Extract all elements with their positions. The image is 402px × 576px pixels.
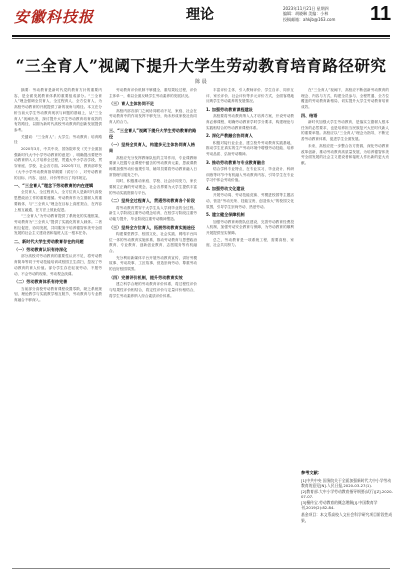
paragraph: 高校要将劳动教育纳入人才培养方案，开设劳动教育必修课程，明确劳动教育学时学分要求，构建理论与实践相结合的劳动教育课程体系。 — [206, 114, 294, 130]
article-column-2 — [109, 88, 197, 300]
footer-rule — [12, 568, 390, 569]
paragraph: 同时，积极推动家庭、学校、社会协同发力，家长要树立正确的劳动观念，社会各界要为大学生提供丰富的劳动实践资源与平台。 — [109, 179, 197, 195]
paragraph: 开展劳动周、劳动技能竞赛、劳模进校园等主题活动，营造“劳动光荣、技能宝贵、创造伟大”的校园文化氛围，引导学生崇尚劳动、热爱劳动。 — [206, 193, 294, 209]
paragraph: 建立科学合理的劳动教育评价体系，将过程性评价与结果性评价相结合，将定性评价与定量评价相结合，将学生劳动素养纳入综合素质评价体系。 — [109, 282, 197, 298]
paragraph: 丰富评价主体，引入教师评价、学生自评、同伴互评、家长评价、社会评价等多元评价方式，全面客观地反映学生劳动素养的发展情况。 — [206, 88, 294, 104]
paragraph: 总之，劳动教育是一项系统工程，需要高校、家庭、社会共同努力。 — [206, 237, 294, 248]
reference-list — [301, 478, 393, 510]
paragraph: 2020年3月，中共中央、国务院印发《关于全面加强新时代大中小学劳动教育的意见》，明确提出要把劳动教育纳入人才培养全过程，贯通大中小学各学段，贯穿家庭、学校、社会各方面。2020年7月，教育部印发《大中小学劳动教育指导纲要（试行）》，对劳动教育的目标、内容、途径、评价等作出了具体规定。 — [14, 147, 102, 180]
reference-item: [2]教育部.大中小学劳动教育指导纲要(试行)[Z].2020-07-07. — [301, 488, 393, 500]
paragraph: 结合学科专业特点，在专业实习、毕业设计、科研训练等环节中有机融入劳动教育内容，引导学生在专业学习中体会劳动价值。 — [206, 166, 294, 183]
reference-item: [3]檀传宝.劳动教育的概念理解[J].中国教育学刊,2019(2):82-84. — [301, 499, 378, 511]
fund-note: 基金项目：本文系高校人文社会科学研究项目阶段性成果。 — [301, 512, 393, 523]
page-header — [0, 0, 402, 38]
section-heading: 一、“三全育人”理念下劳动教育的内在逻辑 — [14, 183, 94, 189]
masthead: 安徽科技报 — [14, 8, 95, 26]
subsection-heading: 4. 加强劳动文化建设 — [206, 186, 245, 192]
subsection-heading: （一）坚持全员育人，构建多元主体协同育人格局 — [109, 142, 195, 154]
paragraph: 摘要：劳动教育是新时代党的教育方针的重要内容，是全面发展教育体系的重要组成部分。“三全育人”理念强调全员育人、全过程育人、全方位育人，为高校劳动教育的开展提供了新的视角与路径。本文在分析当前大学生劳动教育现状与问题的基础上，从“三全育人”视阈出发，探讨提升大学生劳动教育培育成效的有效路径，以期为新时代高校劳动教育的创新发展提供参考。 — [14, 88, 102, 132]
paragraph: 在“三全育人”视阈下，高校应不断创新劳动教育的理念、内容与方式，构建全员参与、全程贯通、全方位覆盖的劳动教育新格局，切实提升大学生劳动教育培育成效。 — [301, 88, 389, 110]
subsection-heading: （四）完善评价机制，提升劳动教育实效 — [109, 274, 183, 280]
subsection-heading: （三）育人主体协同不足 — [109, 101, 155, 107]
subsection-heading: 1. 加强劳动教育课程建设 — [206, 107, 253, 113]
paragraph: 构建课堂教学、校园文化、社会实践、网络平台四位一体的劳动教育实施体系，推动劳动教育与思想政治教育、专业教育、创新创业教育、志愿服务等有机融合。 — [109, 231, 197, 254]
subsection-heading: （二）劳动教育体系有待完善 — [14, 279, 68, 285]
article-author: 陈 晨 — [195, 79, 207, 85]
date-line: 2023年11月21日 星期四 — [283, 6, 329, 11]
header-rule-thin — [12, 38, 390, 39]
paragraph: 关键词：“三全育人”；大学生；劳动教育；培育路径 — [14, 134, 102, 145]
section-title: 理论 — [186, 7, 214, 23]
paragraph: 未来，高校应进一步整合各方资源，深化劳动教育改革创新，推动劳动教育高质量发展，为培养德智体美劳全面发展的社会主义建设者和接班人作出新的更大贡献。 — [301, 143, 389, 165]
section-heading: 三、“三全育人”视阈下提升大学生劳动教育的路径 — [109, 127, 197, 139]
section-heading: 二、新时代大学生劳动教育存在的问题 — [14, 239, 84, 245]
subsection-heading: 5. 建立健全保障机制 — [206, 212, 245, 218]
paragraph: 高校内部各部门之间协同联动不足，家庭、社会在劳动教育中的作用发挥不够充分，尚未形成家校社协同育人的合力。 — [109, 108, 197, 125]
subsection-heading: （三）坚持全方位育人，拓展劳动教育实施途径 — [109, 224, 195, 230]
paragraph: “三全育人”为劳动教育提供了系统化的实施框架，劳动教育为“三全育人”提供了实践化的育人载体。二者相互促进、协同发展，共同服务于培养德智体美劳全面发展的社会主义建设者和接班人这一根本任务。 — [14, 214, 102, 236]
paragraph: 全员育人、全过程育人、全方位育人是新时代高校思想政治工作的重要遵循。劳动教育作为立德树人的重要载体，与“三全育人”理念在目标上高度契合，在内容上相互融通，在方法上彼此促进。 — [14, 190, 102, 212]
article-title: “三全育人”视阈下提升大学生劳动教育培育路径研究 — [15, 56, 387, 75]
email-line: 投稿邮箱：ahkjb@163.com — [283, 16, 336, 22]
issue-meta — [283, 6, 335, 22]
paragraph: 充分利用新媒体平台开展劳动教育宣传，讲好劳模故事、劳动故事、工匠故事，营造崇尚劳动、尊重劳动的良好校园氛围。 — [109, 255, 197, 272]
section-heading: 四、结语 — [301, 112, 318, 118]
paragraph: 新时代加强大学生劳动教育，是落实立德树人根本任务的必然要求，也是培养担当民族复兴大任时代新人的重要举措。高校应以“三全育人”理念为指导，不断完善劳动教育体系，促进学生全面发展。 — [301, 120, 389, 142]
paragraph: 劳动教育评价机制不够健全，重结果轻过程，评价主体单一，难以全面反映学生劳动素养的发展状况。 — [109, 88, 197, 98]
paragraph: 积极对接行业企业，建立校外劳动教育实践基地，推动学生在真实的生产劳动环境中增强劳动技能、培养劳动品质、弘扬劳动精神。 — [206, 140, 294, 157]
paragraph: 加强劳动教育师资队伍建设，完善劳动教育经费投入机制，加强劳动安全教育与保障，为劳动教育的顺利开展提供坚实保障。 — [206, 219, 294, 235]
paragraph: 部分高校对劳动教育的重要性认识不足，将劳动教育简单等同于劳动技能培训或校园卫生清扫，忽视了劳动教育的育人价值。部分学生存在轻视劳动、不愿劳动、不会劳动的现象，劳动观念淡薄。 — [14, 254, 102, 276]
article-column-1 — [14, 88, 102, 305]
article-column-3 — [206, 88, 294, 250]
paragraph: 当前部分高校劳动教育课程设置零散，缺乏系统规划，理论教学与实践教学相互脱节，劳动教育与专业教育融合不够深入。 — [14, 286, 102, 302]
references-title: 参考文献： — [301, 470, 322, 475]
paragraph: 将劳动教育贯穿于大学生从入学到毕业的全过程。新生入学阶段注重劳动观念培育，在校学习阶段注重劳动能力提升，毕业阶段注重劳动精神塑造。 — [109, 205, 197, 222]
header-rule — [12, 35, 390, 37]
subsection-heading: 2. 深化产教融合协同育人 — [206, 133, 253, 139]
subsection-heading: （一）劳动教育认识有待深化 — [14, 247, 68, 253]
article-column-4 — [301, 88, 389, 168]
subsection-heading: 3. 推动劳动教育与专业教育融合 — [206, 159, 266, 165]
paragraph: 高校应充分发挥教师队伍的主导作用，专业课教师要深入挖掘专业课程中蕴含的劳动教育元素，思政课教师要加强劳动价值观引导，辅导员要将劳动教育融入日常管理与服务之中。 — [109, 155, 197, 177]
references-block — [301, 470, 393, 523]
subsection-heading: （二）坚持全过程育人，贯通劳动教育各个阶段 — [109, 198, 195, 204]
page-number: 11 — [370, 3, 392, 25]
editor-line: 编辑：胡晓琳 美编：小林 — [283, 11, 329, 17]
reference-item: [1]中共中央 国务院关于全面加强新时代大中小学劳动教育的意见[N].人民日报,2020-03-27(1). — [301, 478, 392, 489]
